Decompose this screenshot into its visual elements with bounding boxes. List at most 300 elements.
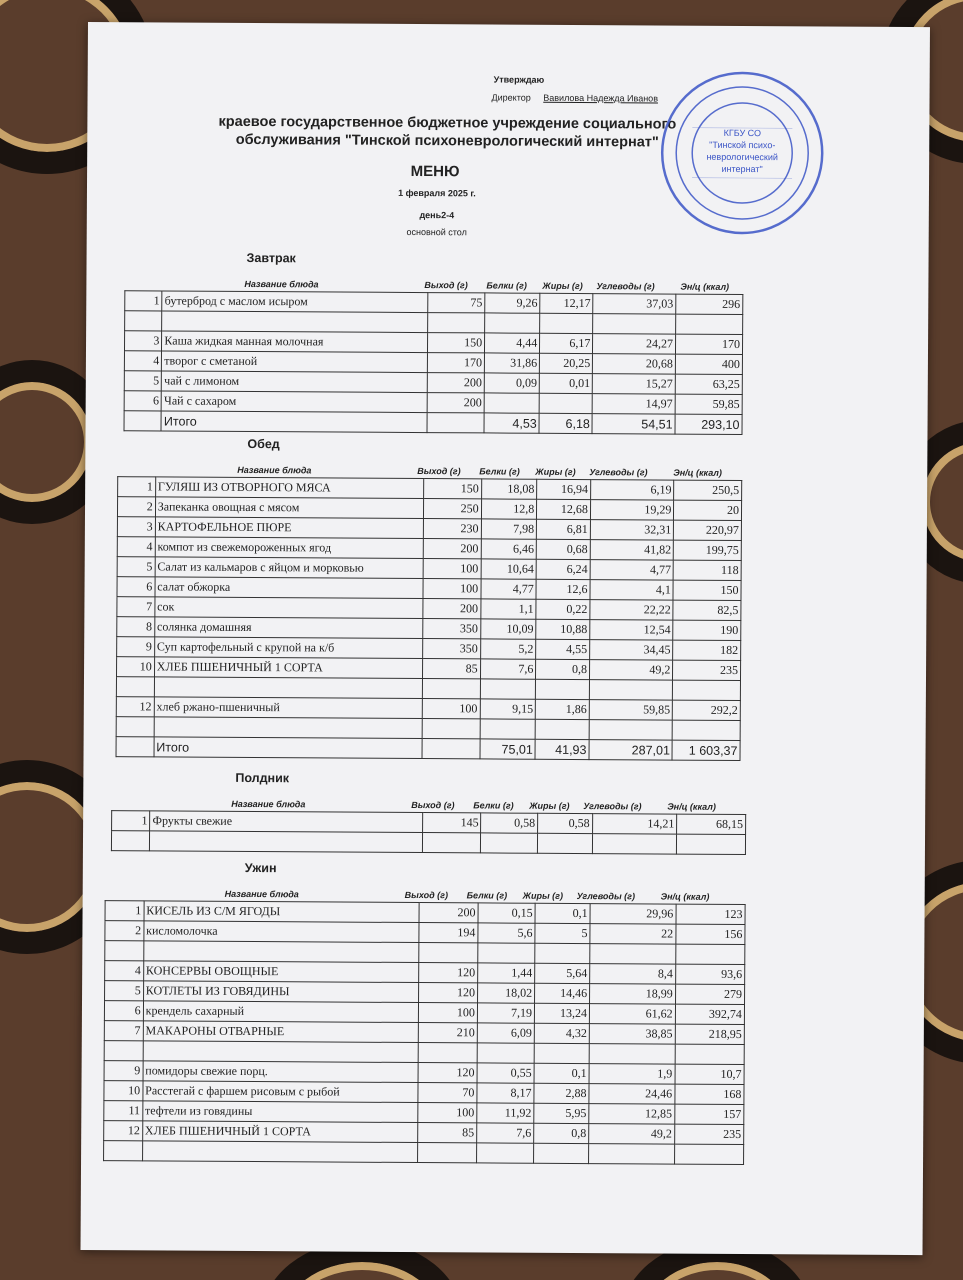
value-cell: 150 <box>673 580 741 600</box>
value-cell: 85 <box>423 659 481 679</box>
dish-name-cell: Фрукты свежие <box>150 811 423 833</box>
value-cell: 400 <box>675 354 742 374</box>
row-number-cell <box>104 1141 143 1161</box>
dish-name-cell: сок <box>155 597 423 619</box>
value-cell <box>484 393 539 413</box>
value-cell: 4,32 <box>534 1023 589 1043</box>
dish-name-cell <box>162 311 428 333</box>
value-cell: 7,19 <box>477 1003 534 1023</box>
value-cell: 82,5 <box>673 600 741 620</box>
value-cell: 0,8 <box>536 659 590 679</box>
value-cell: 10,64 <box>481 559 537 579</box>
value-cell: 93,6 <box>675 964 744 984</box>
value-cell: 200 <box>427 373 484 393</box>
value-cell: 5,2 <box>480 639 536 659</box>
dish-name-cell: тефтели из говядины <box>143 1101 418 1123</box>
value-cell <box>478 943 535 963</box>
value-cell: 194 <box>419 923 478 943</box>
value-cell: 235 <box>674 1124 743 1144</box>
org-line-2: обслуживания "Тинской психоневрологический интернат" <box>235 131 659 151</box>
row-number-cell: 2 <box>105 921 144 941</box>
value-cell <box>593 314 676 335</box>
row-number-cell: 12 <box>116 697 154 717</box>
value-cell: 12,8 <box>481 499 537 519</box>
value-cell: 220,97 <box>674 520 742 540</box>
value-cell: 49,2 <box>589 660 673 681</box>
value-cell: 287,01 <box>589 740 673 761</box>
stamp-line-1: КГБУ СО <box>723 127 762 139</box>
value-cell: 19,29 <box>590 500 674 521</box>
value-cell <box>589 680 673 701</box>
director-label: Директор <box>491 92 531 103</box>
row-number-cell: 10 <box>117 657 155 677</box>
value-cell <box>673 680 741 700</box>
row-number-cell <box>105 941 144 961</box>
value-cell: 18,99 <box>590 984 676 1005</box>
column-header: Жиры (г) <box>535 466 576 477</box>
dish-name-cell: МАКАРОНЫ ОТВАРНЫЕ <box>143 1021 418 1043</box>
column-header: Эн/ц (ккал) <box>660 891 710 902</box>
value-cell <box>677 834 746 854</box>
dish-name-cell: компот из свежемороженных ягод <box>155 537 423 559</box>
value-cell: 235 <box>673 660 741 680</box>
value-cell: 350 <box>423 619 481 639</box>
table-type: основной стол <box>406 226 467 238</box>
value-cell: 100 <box>418 1003 477 1023</box>
value-cell: 2,88 <box>534 1083 589 1103</box>
value-cell: 156 <box>676 924 745 944</box>
value-cell: 70 <box>418 1083 477 1103</box>
row-number-cell: 9 <box>117 637 155 657</box>
dish-name-cell: ХЛЕБ ПШЕНИЧНЫЙ 1 СОРТА <box>142 1121 417 1143</box>
value-cell: 200 <box>423 539 481 559</box>
dish-name-cell <box>150 831 423 853</box>
row-number-cell: 10 <box>104 1081 143 1101</box>
row-number-cell: 5 <box>105 981 144 1001</box>
dish-name-cell: творог с сметаной <box>162 351 428 373</box>
column-header: Название блюда <box>231 798 306 810</box>
row-number-cell: 11 <box>104 1101 143 1121</box>
value-cell: 392,74 <box>675 1004 744 1024</box>
dish-name-cell: солянка домашняя <box>154 617 422 639</box>
value-cell: 1,44 <box>478 963 535 983</box>
row-number-cell: 1 <box>125 291 163 311</box>
value-cell: 200 <box>427 393 484 413</box>
value-cell: 120 <box>418 983 477 1003</box>
value-cell: 100 <box>422 699 480 719</box>
value-cell: 24,27 <box>593 334 676 355</box>
value-cell: 4,1 <box>590 580 674 601</box>
value-cell: 11,92 <box>477 1103 534 1123</box>
dish-name-cell: Итого <box>161 411 427 433</box>
value-cell: 29,96 <box>590 904 676 925</box>
value-cell: 0,1 <box>534 1063 589 1083</box>
column-header: Эн/ц (ккал) <box>673 467 722 478</box>
dish-name-cell: хлеб ржано-пшеничный <box>154 697 422 719</box>
value-cell: 190 <box>673 620 741 640</box>
snack-table <box>111 810 746 855</box>
value-cell: 168 <box>675 1084 744 1104</box>
value-cell: 6,18 <box>539 413 592 433</box>
value-cell: 22,22 <box>590 600 674 621</box>
row-number-cell <box>111 831 149 851</box>
value-cell: 218,95 <box>675 1024 744 1044</box>
table-row <box>111 831 745 855</box>
dish-name-cell: бутерброд с маслом исыром <box>162 291 428 313</box>
value-cell: 12,6 <box>536 579 590 599</box>
value-cell: 8,4 <box>590 964 676 985</box>
row-number-cell: 1 <box>112 811 150 831</box>
value-cell <box>535 719 589 739</box>
value-cell: 0,58 <box>538 813 593 833</box>
dish-name-cell: Чай с сахаром <box>162 391 428 413</box>
row-number-cell: 9 <box>104 1061 143 1081</box>
value-cell: 0,1 <box>535 903 590 923</box>
value-cell: 68,15 <box>677 814 746 834</box>
row-number-cell: 2 <box>117 497 155 517</box>
director-name: Вавилова Надежда Иванов <box>543 92 659 104</box>
value-cell: 41,82 <box>590 540 674 561</box>
value-cell: 6,17 <box>540 333 593 353</box>
stamp-line-3: неврологический <box>706 151 778 163</box>
row-number-cell: 6 <box>124 391 162 411</box>
column-header: Углеводы (г) <box>576 891 636 902</box>
value-cell: 24,46 <box>589 1084 675 1105</box>
value-cell: 182 <box>673 640 741 660</box>
value-cell: 4,44 <box>485 333 540 353</box>
value-cell: 10,88 <box>536 619 590 639</box>
dish-name-cell: Запеканка овощная с мясом <box>155 497 423 519</box>
value-cell: 279 <box>675 984 744 1004</box>
value-cell: 1,9 <box>589 1064 675 1085</box>
value-cell <box>534 1143 589 1163</box>
value-cell: 12,54 <box>590 620 674 641</box>
row-number-cell <box>124 411 162 431</box>
value-cell: 293,10 <box>675 414 742 434</box>
column-header: Эн/ц (ккал) <box>680 281 730 292</box>
row-number-cell: 5 <box>124 371 162 391</box>
value-cell <box>589 720 673 741</box>
value-cell <box>540 313 593 333</box>
dish-name-cell: Суп картофельный с крупой на к/б <box>154 637 422 659</box>
dish-name-cell: Каша жидкая манная молочная <box>162 331 428 353</box>
row-number-cell: 4 <box>124 351 162 371</box>
dish-name-cell: КОНСЕРВЫ ОВОЩНЫЕ <box>143 961 418 983</box>
row-number-cell: 4 <box>105 961 144 981</box>
value-cell: 150 <box>424 479 482 499</box>
total-row <box>116 737 740 761</box>
column-header: Название блюда <box>244 278 319 290</box>
value-cell: 31,86 <box>485 353 540 373</box>
official-stamp <box>657 67 828 238</box>
dish-name-cell: ХЛЕБ ПШЕНИЧНЫЙ 1 СОРТА <box>154 657 422 679</box>
value-cell: 250,5 <box>674 480 742 500</box>
value-cell: 20,68 <box>593 354 676 375</box>
column-header: Название блюда <box>237 464 312 476</box>
dish-name-cell <box>154 717 422 739</box>
value-cell: 12,85 <box>589 1104 675 1125</box>
row-number-cell: 12 <box>104 1121 143 1141</box>
dish-name-cell: Расстегай с фаршем рисовым с рыбой <box>143 1081 418 1103</box>
value-cell: 170 <box>675 334 742 354</box>
section-title-snack: Полдник <box>235 770 290 786</box>
value-cell: 6,19 <box>591 480 675 501</box>
column-header: Жиры (г) <box>522 890 564 901</box>
value-cell <box>535 943 590 963</box>
row-number-cell: 6 <box>117 577 155 597</box>
column-header: Белки (г) <box>479 466 520 477</box>
value-cell: 5 <box>535 923 590 943</box>
value-cell: 18,08 <box>481 479 537 499</box>
value-cell: 7,98 <box>481 519 537 539</box>
value-cell: 1,86 <box>536 699 590 719</box>
value-cell: 0,68 <box>537 539 591 559</box>
dish-name-cell <box>143 1041 418 1063</box>
value-cell: 0,55 <box>477 1063 534 1083</box>
column-header: Белки (г) <box>473 800 514 811</box>
value-cell: 4,55 <box>536 639 590 659</box>
value-cell: 14,21 <box>592 814 677 835</box>
value-cell: 0,22 <box>536 599 590 619</box>
row-number-cell <box>125 311 163 331</box>
value-cell: 8,17 <box>477 1083 534 1103</box>
row-number-cell <box>116 737 154 757</box>
value-cell: 5,6 <box>478 923 535 943</box>
column-header: Выход (г) <box>411 799 455 811</box>
value-cell: 150 <box>428 333 485 353</box>
value-cell: 230 <box>423 519 481 539</box>
value-cell <box>477 1143 534 1163</box>
column-header: Выход (г) <box>417 466 461 477</box>
value-cell <box>422 679 480 699</box>
value-cell <box>418 1043 477 1063</box>
value-cell: 0,01 <box>539 373 592 393</box>
value-cell: 120 <box>418 1063 477 1083</box>
value-cell: 100 <box>423 559 481 579</box>
value-cell: 61,62 <box>589 1004 675 1025</box>
value-cell: 49,2 <box>589 1124 675 1145</box>
value-cell: 4,77 <box>590 560 674 581</box>
value-cell: 14,97 <box>592 394 675 415</box>
value-cell: 6,09 <box>477 1023 534 1043</box>
menu-date: 1 февраля 2025 г. <box>398 187 476 199</box>
value-cell: 200 <box>419 903 478 923</box>
value-cell: 9,15 <box>480 699 536 719</box>
column-header: Углеводы (г) <box>596 281 655 292</box>
value-cell: 100 <box>423 579 481 599</box>
value-cell: 199,75 <box>674 540 742 560</box>
value-cell: 9,26 <box>485 293 540 313</box>
value-cell <box>480 719 536 739</box>
value-cell: 7,6 <box>477 1123 534 1143</box>
value-cell <box>676 314 743 334</box>
value-cell <box>480 679 536 699</box>
value-cell: 4,53 <box>484 413 539 433</box>
value-cell: 12,68 <box>537 499 591 519</box>
column-header: Жиры (г) <box>529 800 570 811</box>
row-number-cell: 8 <box>117 617 155 637</box>
value-cell: 32,31 <box>590 520 674 541</box>
value-cell: 170 <box>427 353 484 373</box>
row-number-cell: 7 <box>104 1021 143 1041</box>
value-cell: 210 <box>418 1023 477 1043</box>
menu-day: день2-4 <box>419 210 455 221</box>
value-cell: 5,64 <box>535 963 590 983</box>
table-row <box>104 1141 744 1165</box>
row-number-cell: 6 <box>104 1001 143 1021</box>
stamp-line-4: интернат" <box>721 163 763 175</box>
dish-name-cell: Итого <box>154 737 422 759</box>
value-cell: 157 <box>674 1104 743 1124</box>
value-cell: 34,45 <box>590 640 674 661</box>
menu-title: МЕНЮ <box>410 162 460 181</box>
section-title-breakfast: Завтрак <box>246 250 296 266</box>
value-cell: 4,77 <box>481 579 537 599</box>
column-header: Углеводы (г) <box>583 801 642 812</box>
value-cell <box>537 833 592 853</box>
value-cell: 6,46 <box>481 539 537 559</box>
dish-name-cell: крендель сахарный <box>143 1001 418 1023</box>
row-number-cell <box>116 717 154 737</box>
value-cell: 292,2 <box>673 700 741 720</box>
value-cell: 7,6 <box>480 659 536 679</box>
value-cell: 15,27 <box>593 374 676 395</box>
value-cell <box>674 1144 743 1164</box>
row-number-cell: 3 <box>117 517 155 537</box>
row-number-cell: 1 <box>105 901 144 921</box>
director-line <box>492 92 659 103</box>
value-cell: 41,93 <box>535 739 589 759</box>
value-cell <box>675 944 744 964</box>
value-cell: 0,8 <box>534 1123 589 1143</box>
value-cell: 54,51 <box>592 414 675 435</box>
value-cell: 0,58 <box>481 813 538 833</box>
value-cell: 20 <box>674 500 742 520</box>
section-title-dinner: Ужин <box>244 860 277 876</box>
value-cell: 75 <box>428 293 485 313</box>
value-cell: 38,85 <box>589 1024 675 1045</box>
value-cell: 10,09 <box>480 619 536 639</box>
value-cell <box>672 720 740 740</box>
value-cell <box>539 393 592 413</box>
value-cell <box>422 739 480 759</box>
organization-name <box>187 113 707 152</box>
value-cell: 200 <box>423 599 481 619</box>
value-cell: 1 603,37 <box>672 740 740 760</box>
value-cell <box>417 1143 476 1163</box>
value-cell: 350 <box>423 639 481 659</box>
dish-name-cell: Салат из кальмаров с яйцом и морковью <box>155 557 423 579</box>
value-cell: 6,24 <box>536 559 590 579</box>
value-cell: 14,46 <box>535 983 590 1003</box>
dish-name-cell: КАРТОФЕЛЬНОЕ ПЮРЕ <box>155 517 423 539</box>
column-header: Название блюда <box>224 888 299 900</box>
value-cell: 1,1 <box>481 599 537 619</box>
dish-name-cell: чай с лимоном <box>162 371 428 393</box>
value-cell: 63,25 <box>675 374 742 394</box>
value-cell: 16,94 <box>537 479 591 499</box>
dish-name-cell: КОТЛЕТЫ ИЗ ГОВЯДИНЫ <box>143 981 418 1003</box>
row-number-cell: 3 <box>124 331 162 351</box>
menu-document <box>80 22 929 1255</box>
column-header: Углеводы (г) <box>589 467 648 478</box>
value-cell <box>427 413 484 433</box>
value-cell <box>534 1043 589 1063</box>
value-cell: 20,25 <box>540 353 593 373</box>
row-number-cell <box>104 1041 143 1061</box>
value-cell <box>590 944 676 965</box>
value-cell: 22 <box>590 924 676 945</box>
value-cell: 0,15 <box>478 903 535 923</box>
value-cell: 12,17 <box>540 293 593 313</box>
value-cell <box>589 1144 675 1165</box>
value-cell: 100 <box>418 1103 477 1123</box>
column-header: Выход (г) <box>404 889 449 901</box>
value-cell: 0,09 <box>484 373 539 393</box>
dish-name-cell: кисломолочка <box>144 921 419 943</box>
dinner-table <box>103 900 746 1165</box>
row-number-cell: 4 <box>117 537 155 557</box>
value-cell <box>485 313 540 333</box>
total-row <box>124 411 742 435</box>
value-cell: 85 <box>418 1123 477 1143</box>
value-cell: 145 <box>422 813 481 833</box>
value-cell <box>477 1043 534 1063</box>
value-cell <box>428 313 485 333</box>
value-cell: 123 <box>676 904 745 924</box>
column-header: Белки (г) <box>486 280 527 291</box>
value-cell: 6,81 <box>537 519 591 539</box>
section-title-lunch: Обед <box>247 436 280 452</box>
dish-name-cell <box>143 941 418 963</box>
value-cell <box>419 943 478 963</box>
value-cell <box>422 833 481 853</box>
column-header: Белки (г) <box>466 890 508 901</box>
value-cell <box>675 1044 744 1064</box>
dish-name-cell <box>154 677 422 699</box>
dish-name-cell: салат обжорка <box>155 577 423 599</box>
value-cell: 250 <box>423 499 481 519</box>
approval-label: Утверждаю <box>493 74 545 85</box>
value-cell: 37,03 <box>593 294 676 315</box>
value-cell <box>592 834 677 855</box>
lunch-table <box>116 476 743 761</box>
value-cell <box>536 679 590 699</box>
column-header: Жиры (г) <box>542 280 583 292</box>
value-cell: 13,24 <box>534 1003 589 1023</box>
value-cell <box>589 1044 675 1065</box>
column-header: Эн/ц (ккал) <box>667 801 716 812</box>
value-cell: 118 <box>673 560 741 580</box>
column-header: Выход (г) <box>424 280 468 291</box>
value-cell <box>422 719 480 739</box>
row-number-cell: 1 <box>118 477 156 497</box>
stamp-line-2: "Тинской психо- <box>709 139 776 151</box>
breakfast-table <box>124 290 744 435</box>
org-line-1: краевое государственное бюджетное учреждение социального <box>218 113 677 133</box>
row-number-cell <box>116 677 154 697</box>
dish-name-cell <box>142 1141 417 1163</box>
row-number-cell: 5 <box>117 557 155 577</box>
value-cell: 5,95 <box>534 1103 589 1123</box>
value-cell: 296 <box>676 294 743 314</box>
value-cell <box>481 833 538 853</box>
value-cell: 59,85 <box>589 700 673 721</box>
value-cell: 120 <box>419 963 478 983</box>
value-cell: 18,02 <box>477 983 534 1003</box>
value-cell: 10,7 <box>675 1064 744 1084</box>
dish-name-cell: КИСЕЛЬ ИЗ С/М ЯГОДЫ <box>144 901 419 923</box>
